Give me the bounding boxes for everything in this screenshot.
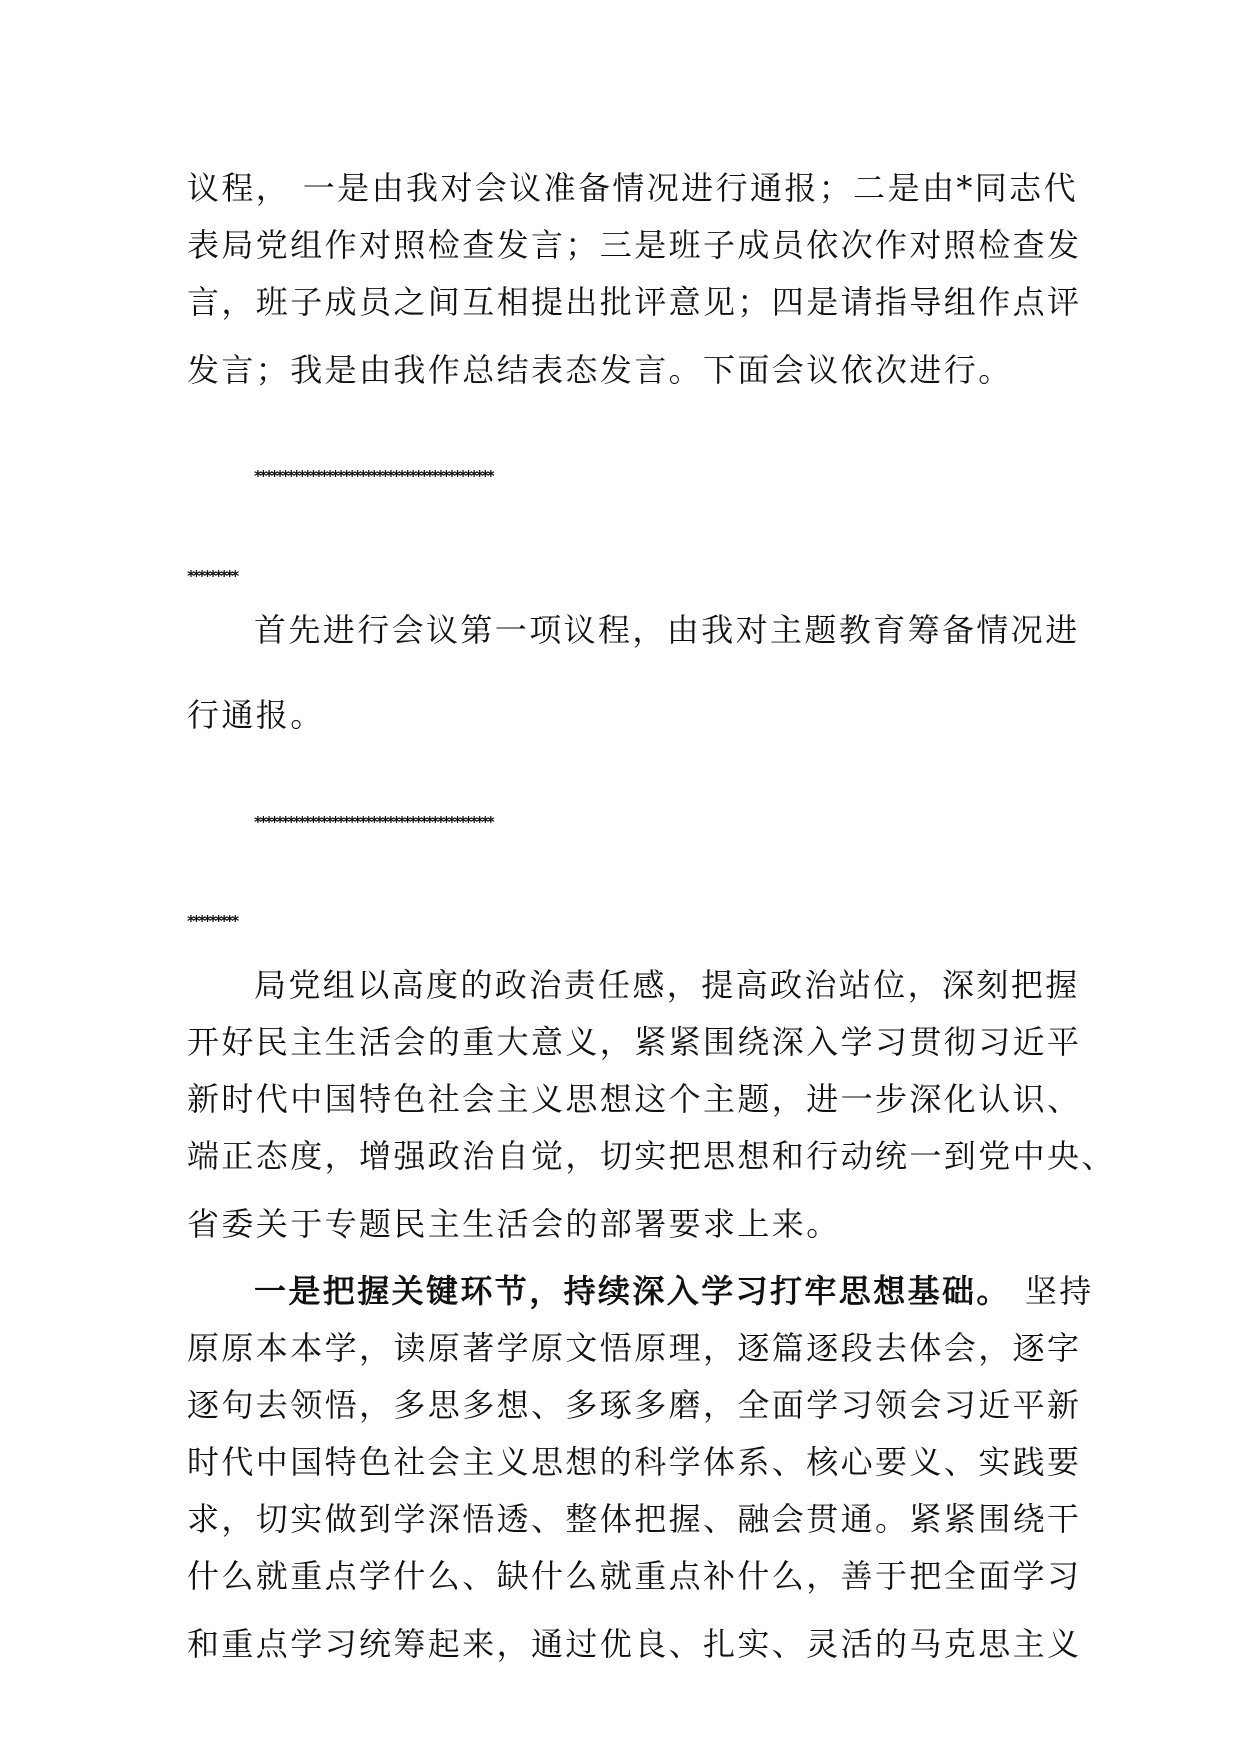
paragraph-line: 什么就重点学什么、缺什么就重点补什么，善于把全面学习 xyxy=(187,1557,1082,1595)
paragraph-text: 坚持 xyxy=(1024,1272,1094,1310)
paragraph-line: 议程， 一是由我对会议准备情况进行通报；二是由*同志代 xyxy=(187,169,1078,207)
paragraph-line: 言，班子成员之间互相提出批评意见；四是请指导组作点评 xyxy=(187,283,1082,321)
paragraph-line: 发言；我是由我作总结表态发言。下面会议依次进行。 xyxy=(187,351,1013,389)
separator-stars: ******************************************* xyxy=(254,813,493,831)
paragraph-line: 表局党组作对照检查发言；三是班子成员依次作对照检查发 xyxy=(187,226,1082,264)
paragraph-line xyxy=(254,1271,1094,1311)
paragraph-line: 求，切实做到学深悟透、整体把握、融会贯通。紧紧围绕干 xyxy=(187,1500,1082,1538)
separator-stars: ********* xyxy=(187,567,237,585)
paragraph-line: 原原本本学，读原著学原文悟原理，逐篇逐段去体会，逐字 xyxy=(187,1329,1082,1367)
paragraph-line: 局党组以高度的政治责任感，提高政治站位，深刻把握 xyxy=(254,966,1080,1004)
paragraph-line: 时代中国特色社会主义思想的科学体系、核心要义、实践要 xyxy=(187,1443,1082,1481)
separator-stars: ********* xyxy=(187,912,237,930)
paragraph-line: 逐句去领悟，多思多想、多琢多磨，全面学习领会习近平新 xyxy=(187,1386,1082,1424)
paragraph-line: 开好民主生活会的重大意义，紧紧围绕深入学习贯彻习近平 xyxy=(187,1023,1082,1061)
section-heading: 一是把握关键环节，持续深入学习打牢思想基础。 xyxy=(254,1272,1011,1310)
paragraph-line: 省委关于专题民主生活会的部署要求上来。 xyxy=(187,1205,841,1243)
separator-stars: ******************************************* xyxy=(254,467,493,485)
paragraph-line: 新时代中国特色社会主义思想这个主题，进一步深化认识、 xyxy=(187,1080,1082,1118)
paragraph-line: 行通报。 xyxy=(187,696,325,734)
paragraph-line: 和重点学习统筹起来，通过优良、扎实、灵活的马克思主义 xyxy=(187,1625,1082,1663)
paragraph-line: 首先进行会议第一项议程，由我对主题教育筹备情况进 xyxy=(254,611,1080,649)
paragraph-line: 端正态度，增强政治自觉，切实把思想和行动统一到党中央、 xyxy=(187,1137,1116,1175)
